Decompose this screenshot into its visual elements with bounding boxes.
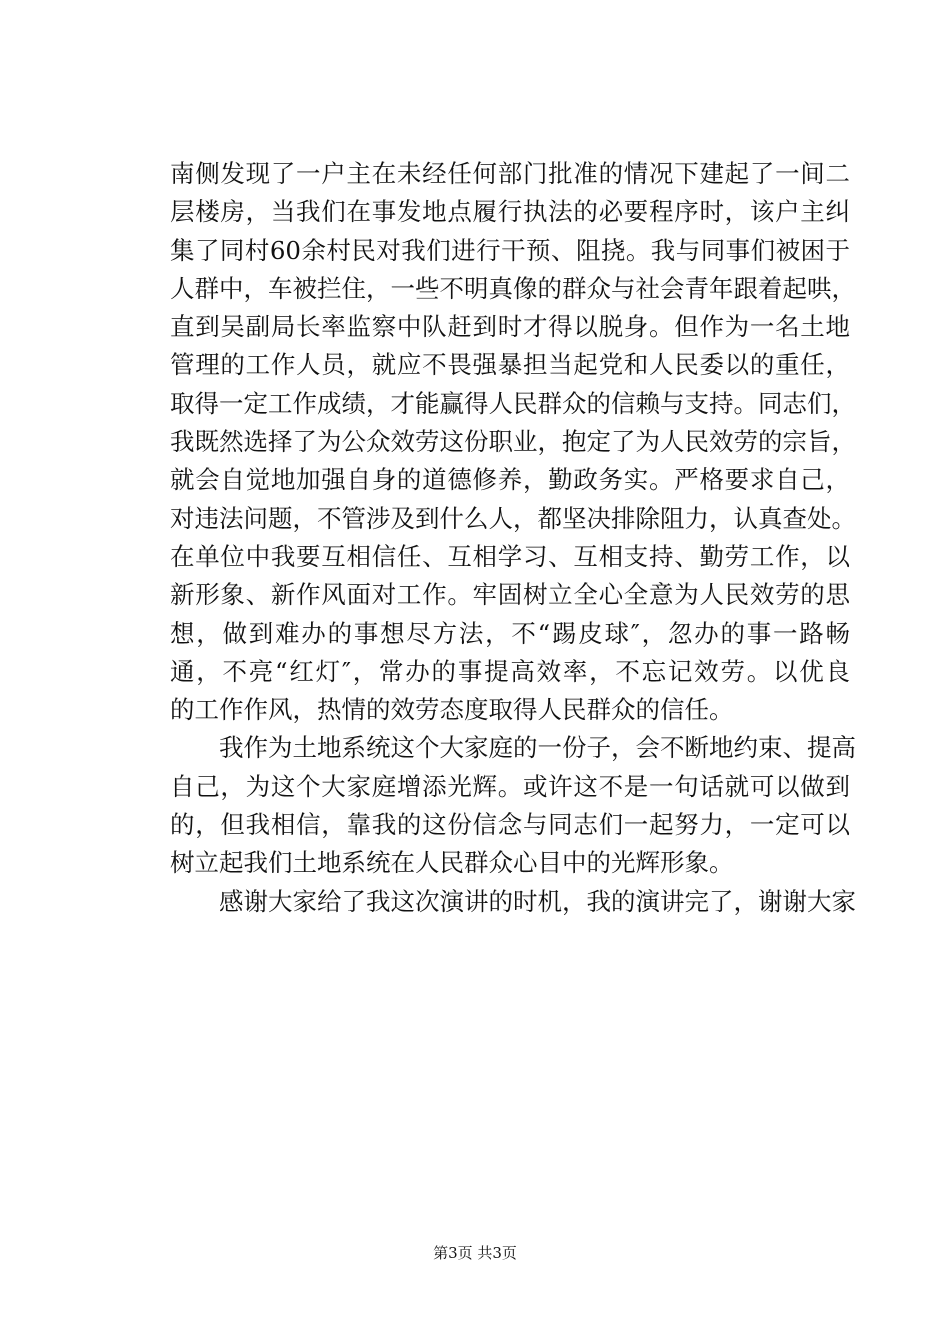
text-line: 人群中，车被拦住，一些不明真像的群众与社会青年跟着起哄，: [170, 273, 856, 303]
text-line: 通，不亮“红灯″，常办的事提高效率，不忘记效劳。以优良: [170, 656, 850, 686]
text-line: 层楼房，当我们在事发地点履行执法的必要程序时，该户主纠: [170, 197, 850, 227]
text-line: 在单位中我要互相信任、互相学习、互相支持、勤劳工作，以: [170, 541, 850, 571]
text-line: 我作为土地系统这个大家庭的一份子，会不断地约束、提高: [170, 733, 856, 763]
text-line: 的，但我相信，靠我的这份信念与同志们一起努力，一定可以: [170, 810, 850, 840]
body-text: [170, 155, 856, 921]
text-line: 的工作作风，热情的效劳态度取得人民群众的信任。: [170, 695, 734, 725]
text-line: 南侧发现了一户主在未经任何部门批准的情况下建起了一间二: [170, 159, 850, 188]
text-line: 取得一定工作成绩，才能赢得人民群众的信赖与支持。同志们，: [170, 388, 856, 418]
text-line: 集了同村60余村民对我们进行干预、阻挠。我与同事们被困于: [170, 235, 850, 265]
text-line: 管理的工作人员，就应不畏强暴担当起党和人民委以的重任，: [170, 350, 850, 380]
text-line: 我既然选择了为公众效劳这份职业，抱定了为人民效劳的宗旨，: [170, 427, 856, 457]
text-line: 直到吴副局长率监察中队赶到时才得以脱身。但作为一名土地: [170, 312, 850, 342]
text-line: 树立起我们土地系统在人民群众心目中的光辉形象。: [170, 848, 734, 878]
text-line: 新形象、新作风面对工作。牢固树立全心全意为人民效劳的思: [170, 580, 850, 610]
text-line: 对违法问题，不管涉及到什么人，都坚决排除阻力，认真查处。: [170, 503, 856, 533]
text-line: 想，做到难办的事想尽方法，不“踢皮球″，忽办的事一路畅: [170, 618, 850, 648]
text-line: 感谢大家给了我这次演讲的时机，我的演讲完了，谢谢大家: [170, 886, 856, 916]
text-line: 就会自觉地加强自身的道德修养，勤政务实。严格要求自己，: [170, 465, 850, 495]
page-number-footer: 第3页 共3页: [433, 1244, 517, 1262]
text-line: 自己，为这个大家庭增添光辉。或许这不是一句话就可以做到: [170, 771, 850, 801]
